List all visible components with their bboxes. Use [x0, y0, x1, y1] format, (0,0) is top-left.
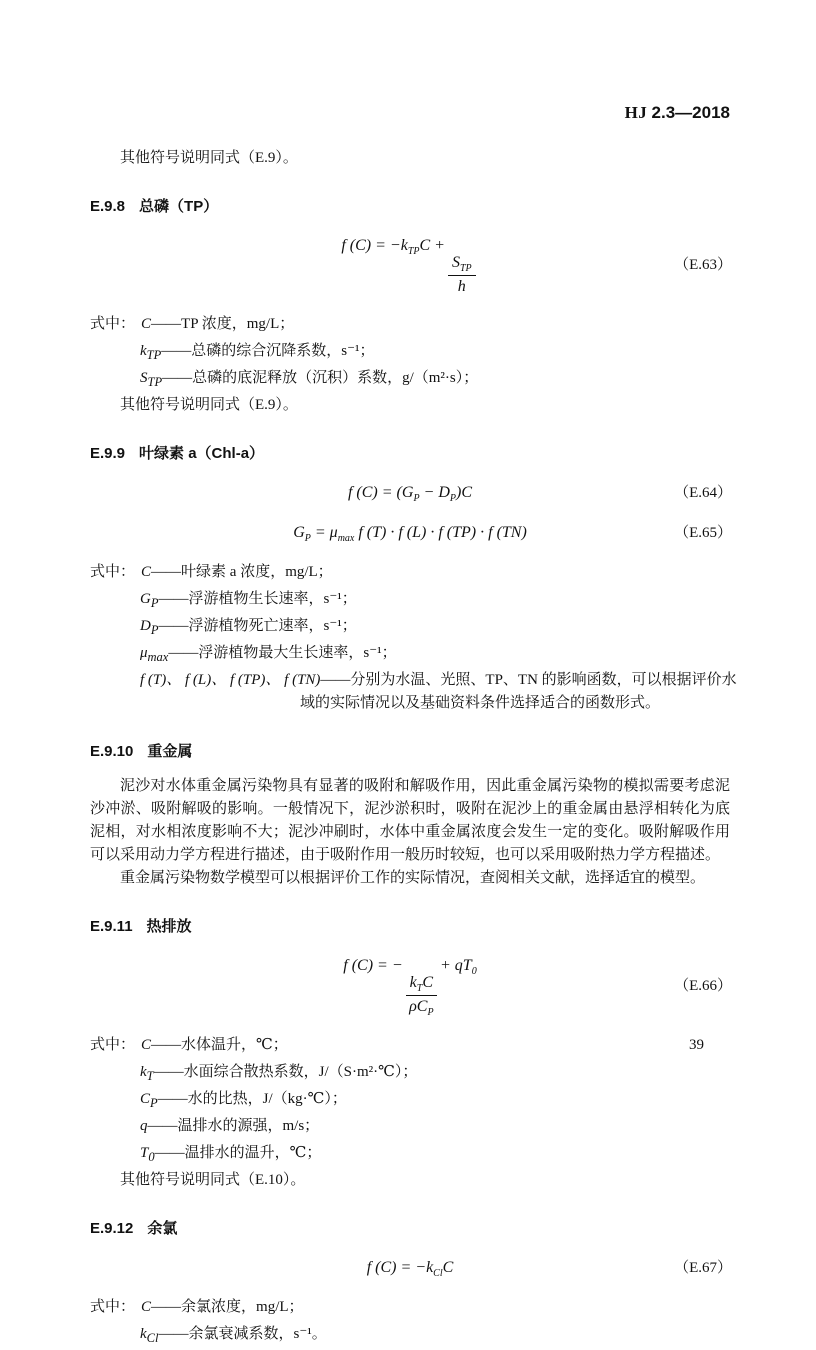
- formula-text: S: [451, 253, 460, 271]
- symbol-description: ——分别为水温、光照、TP、TN 的影响函数，可以根据评价水: [320, 671, 737, 688]
- formula-text: f (C) = −: [343, 956, 403, 974]
- symbol-subscript: T: [146, 1069, 154, 1084]
- formula-body: [366, 1259, 454, 1280]
- symbol-definition: [90, 1296, 730, 1323]
- formula-subscript: P: [427, 1007, 434, 1019]
- symbol-description: ——总磷的综合沉降系数，s⁻¹；: [161, 342, 375, 359]
- formula-text: + qT: [440, 956, 472, 974]
- section-title: 余氯: [147, 1220, 178, 1238]
- page-number: 39: [689, 1037, 704, 1053]
- section-heading-e99: [90, 442, 730, 465]
- symbol-definition: [90, 561, 730, 588]
- symbol-description: ——余氯衰减系数，s⁻¹。: [158, 1326, 327, 1343]
- symbol-description: ——水的比热，J/（kg·℃）；: [157, 1091, 347, 1108]
- formula-subscript: max: [337, 533, 355, 545]
- symbol-definition: [90, 669, 737, 692]
- fraction: [406, 973, 437, 1018]
- formula-subscript: Cl: [433, 1268, 443, 1280]
- symbol-description: ——浮游植物死亡速率，s⁻¹；: [158, 617, 357, 634]
- section-heading-e912: [90, 1217, 730, 1240]
- formula-e67: [90, 1256, 730, 1280]
- symbol-description: ——水体温升，℃；: [151, 1037, 288, 1054]
- section-heading-e911: [90, 915, 730, 938]
- section-title: 总磷（TP）: [139, 198, 219, 215]
- body-paragraph: 泥沙对水体重金属污染物具有显著的吸附和解吸作用，因此重金属污染物的模拟需要考虑泥沙冲淤、吸附解吸的影响。一般情况下，泥沙淤积时，吸附在泥沙上的重金属由悬浮相转化为底泥相，对水相浓度影响不大；泥沙冲刷时，水体中重金属浓度会发生一定的变化。吸附解吸作用可以采用动力学方程进行描述，由于吸附作用一般历时较短，也可以采用吸附热力学方程描述。: [90, 777, 730, 863]
- section-number: E.9.8: [90, 198, 126, 215]
- equation-label: （E.66）: [674, 978, 732, 995]
- section-number: E.9.9: [90, 444, 126, 462]
- section-number: E.9.10: [90, 742, 134, 760]
- formula-subscript: 0: [471, 966, 477, 978]
- formula-text: f (T) · f (L) · f (TP) · f (TN): [354, 523, 527, 541]
- formula-text: )C: [456, 483, 473, 501]
- formula-subscript: T: [416, 982, 423, 994]
- section-number: E.9.11: [90, 917, 133, 935]
- symbol: D: [140, 617, 151, 634]
- symbol-subscript: P: [150, 1096, 158, 1111]
- formula-text: C +: [419, 237, 445, 254]
- where-label: 式中：: [90, 1299, 136, 1316]
- formula-subscript: P: [304, 533, 311, 545]
- formula-body: [341, 237, 478, 295]
- symbol-definition: [90, 1115, 730, 1142]
- formula-text: f (C) = −k: [341, 237, 408, 254]
- symbol: C: [141, 1299, 152, 1316]
- equation-label: （E.65）: [674, 524, 732, 541]
- page-header: [90, 103, 730, 123]
- symbol-definition: [90, 1088, 730, 1115]
- symbol: S: [140, 369, 148, 386]
- fraction-denominator: [409, 996, 433, 1018]
- fraction-numerator: [448, 253, 476, 276]
- section-footer-note: 其他符号说明同式（E.10）。: [120, 1172, 306, 1189]
- symbol: q: [140, 1118, 148, 1135]
- fraction: [448, 253, 476, 297]
- fraction-numerator: [406, 973, 437, 996]
- section-number: E.9.12: [90, 1220, 134, 1238]
- symbol: k: [140, 1064, 147, 1081]
- section-title: 热排放: [146, 917, 192, 935]
- standard-code: 2.3—2018: [651, 103, 730, 122]
- symbol-subscript: max: [147, 649, 169, 664]
- formula-body: [293, 523, 527, 545]
- formula-text: k: [409, 973, 417, 991]
- symbol-description: ——温排水的源强，m/s；: [147, 1118, 320, 1135]
- formula-text: C: [422, 973, 433, 991]
- formula-e63: [90, 234, 730, 297]
- symbol: T: [140, 1145, 149, 1162]
- formula-e64: [90, 481, 730, 505]
- formula-text: − D: [419, 483, 450, 501]
- symbol-description: ——水面综合散热系数，J/（S·m²·℃）；: [153, 1064, 418, 1081]
- formula-text: ρC: [409, 997, 428, 1015]
- symbol-description: ——温排水的温升，℃；: [154, 1145, 322, 1162]
- formula-text: C: [442, 1259, 454, 1277]
- formula-text: = μ: [310, 523, 338, 541]
- section-heading-e98: [90, 195, 730, 218]
- symbol: k: [140, 342, 147, 359]
- formula-subscript: TP: [459, 262, 472, 274]
- symbol-definition: [90, 1061, 730, 1088]
- where-label: 式中：: [90, 1037, 136, 1054]
- formula-e66: [90, 954, 730, 1018]
- formula-e65: [90, 521, 730, 545]
- symbol: C: [141, 563, 152, 580]
- symbol-subscript: P: [150, 622, 159, 637]
- symbol: G: [140, 590, 151, 607]
- symbol-definition: [90, 1323, 730, 1350]
- symbol-definition: [90, 642, 730, 669]
- equation-label: （E.64）: [674, 484, 732, 501]
- symbol-description: ——叶绿素 a 浓度，mg/L；: [151, 563, 333, 580]
- equation-label: （E.67）: [674, 1260, 732, 1277]
- formula-subscript: TP: [407, 246, 420, 258]
- formula-subscript: P: [413, 493, 420, 505]
- symbol-definition: [90, 367, 730, 394]
- symbol-description: ——浮游植物生长速率，s⁻¹；: [158, 590, 357, 607]
- symbol: k: [140, 1326, 147, 1343]
- symbol-definition: [90, 340, 730, 367]
- symbol-description: ——TP 浓度，mg/L；: [151, 315, 295, 332]
- formula-text: f (C) = (G: [347, 483, 414, 501]
- symbol-subscript: 0: [148, 1150, 155, 1165]
- standard-prefix: HJ: [624, 103, 648, 122]
- section-heading-e910: [90, 740, 730, 763]
- lead-note: 其他符号说明同式（E.9）。: [120, 150, 298, 166]
- body-paragraph: 重金属污染物数学模型可以根据评价工作的实际情况，查阅相关文献，选择适宜的模型。: [120, 869, 706, 886]
- symbol-definition: [90, 615, 730, 642]
- symbol: μ: [140, 644, 148, 661]
- formula-text: f (C) = −k: [366, 1259, 434, 1277]
- formula-text: G: [293, 523, 305, 541]
- symbol: C: [140, 1091, 151, 1108]
- section-title: 重金属: [147, 742, 193, 760]
- symbol-definition: [90, 1142, 730, 1169]
- symbol: C: [141, 1037, 152, 1054]
- symbol-definition: [90, 588, 730, 615]
- symbol-description: ——总磷的底泥释放（沉积）系数，g/（m²·s）；: [162, 369, 479, 386]
- symbol-description: ——余氯浓度，mg/L；: [151, 1299, 304, 1316]
- symbol-definition: [90, 313, 730, 340]
- symbol-description-continuation: 域的实际情况以及基础资料条件选择适合的函数形式。: [300, 694, 661, 711]
- formula-body: [347, 483, 473, 505]
- where-label: 式中：: [90, 315, 136, 332]
- symbol-subscript: Cl: [146, 1331, 159, 1346]
- section-title: 叶绿素 a（Chl-a）: [139, 444, 265, 462]
- symbol: C: [141, 315, 152, 332]
- symbol-subscript: TP: [147, 374, 163, 389]
- symbol-subscript: TP: [146, 347, 162, 362]
- formula-subscript: P: [449, 493, 457, 505]
- symbol-description: ——浮游植物最大生长速率，s⁻¹；: [168, 644, 397, 661]
- section-footer-note: 其他符号说明同式（E.9）。: [120, 396, 298, 413]
- symbol: f (T)、 f (L)、 f (TP)、 f (TN): [140, 671, 321, 688]
- where-label: 式中：: [90, 563, 136, 580]
- fraction-denominator: h: [457, 277, 466, 295]
- equation-label: （E.63）: [674, 257, 732, 274]
- symbol-definition: [90, 1034, 730, 1061]
- symbol-subscript: P: [150, 595, 159, 610]
